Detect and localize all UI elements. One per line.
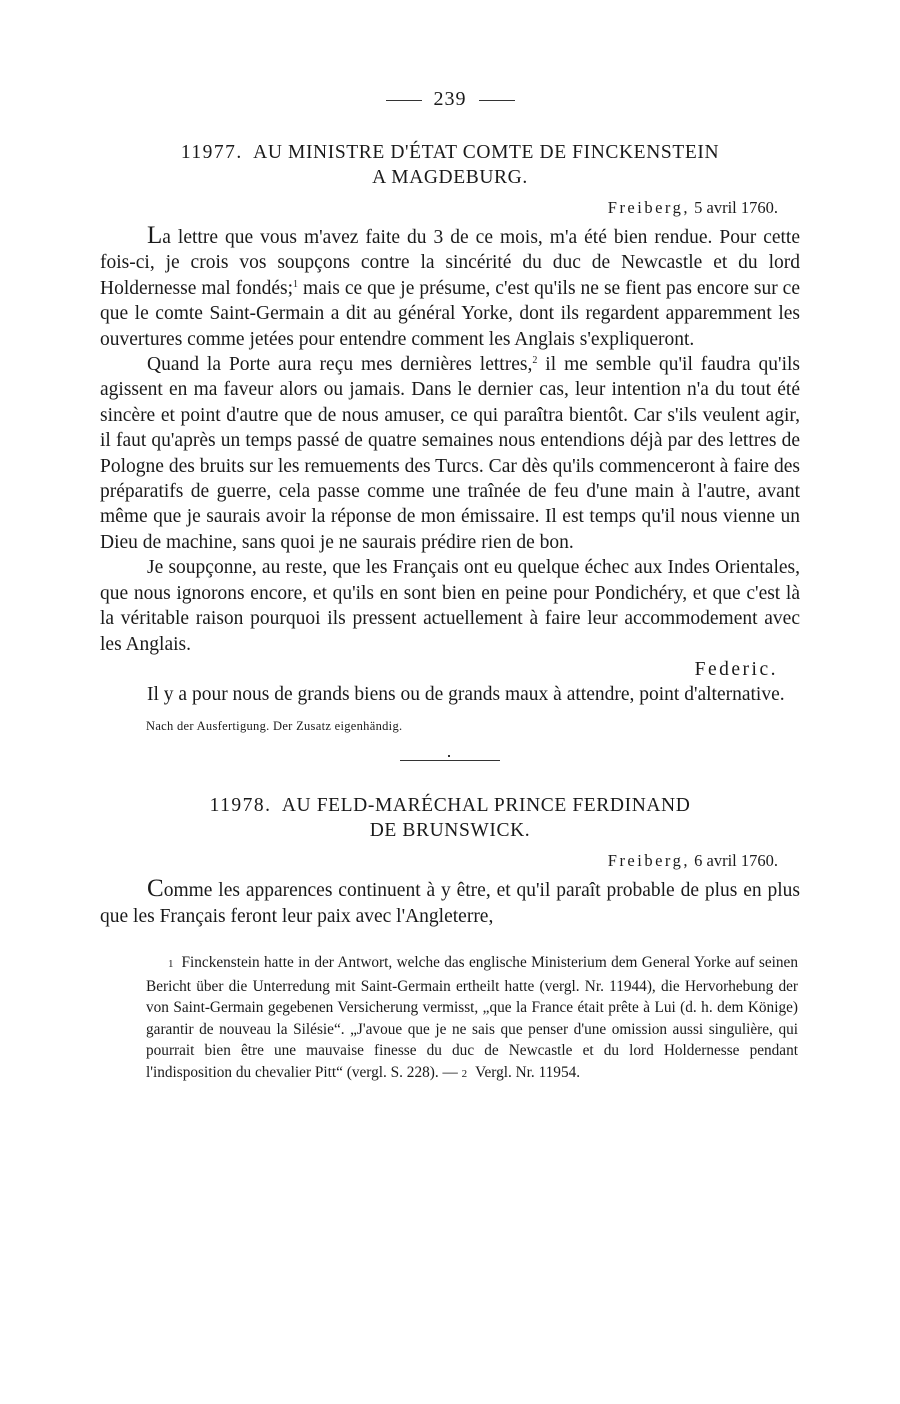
- divider-dot: [448, 755, 450, 757]
- letter-1-paragraph-3: Je soupçonne, au reste, que les Français ont eu quelque échec aux Indes Orientales, que nous ignorons encore, et qu'ils en sont bien en peine pour Pondichéry, et que c'est là la véritable raison pourquoi ils pressent actuellement à faire leur accommodement avec les Anglais.: [100, 557, 800, 655]
- letter-1-p2-text-a: Quand la Porte aura reçu mes dernières lettres,: [147, 354, 533, 376]
- folio-dash-right: [479, 100, 515, 101]
- letter-1-number: 11977.: [180, 142, 243, 163]
- letter-2-dropcap: C: [147, 875, 164, 903]
- letter-1-date: 5 avril 1760.: [694, 198, 778, 217]
- letter-2-paragraph-1: [100, 876, 800, 929]
- letter-1-paragraph-1: [100, 223, 800, 352]
- folio-dash-left: [386, 100, 422, 101]
- letter-1-paragraph-2: [100, 352, 800, 555]
- document-page: [100, 88, 800, 1085]
- letter-1-body: [100, 223, 800, 707]
- letter-2-place: Freiberg,: [607, 851, 690, 871]
- page-number: [100, 88, 800, 118]
- footnote-2-text: Vergl. Nr. 11954.: [475, 1063, 581, 1081]
- letter-2-body: [100, 876, 800, 929]
- letter-1-title-line2: A MAGDEBURG.: [372, 167, 528, 188]
- letter-1-p1-text-a: a lettre que vous m'avez faite du 3 de ce mois, m'a été bien rendue. Pour cette fois-ci, je crois vos soupçons contre la sincérité du duc de Newcastle et du lord Holdernesse mal fondés;: [100, 227, 800, 299]
- footnote-ref-1: 1: [293, 278, 299, 290]
- letter-1-dateline: [100, 198, 778, 218]
- letter-2-title-line2: DE BRUNSWICK.: [369, 820, 531, 842]
- letter-2-dateline: [100, 851, 778, 871]
- letter-1-title-line1: AU MINISTRE D'ÉTAT COMTE DE FINCKENSTEIN: [253, 142, 720, 163]
- letter-1-heading: [100, 140, 800, 190]
- footnote-ref-2: 2: [532, 355, 538, 367]
- letter-2-title-line1: AU FELD-MARÉCHAL PRINCE FERDINAND: [281, 795, 691, 817]
- letter-2-number: 11978.: [209, 795, 272, 817]
- letter-2-heading: [100, 793, 800, 843]
- letter-2-date: 6 avril 1760.: [694, 851, 778, 871]
- letter-1-place: Freiberg,: [607, 198, 690, 217]
- section-divider: [400, 760, 500, 761]
- footnote-2-mark: 2: [461, 1067, 468, 1080]
- letter-1-signature: Federic.: [694, 658, 778, 680]
- letter-1-postscript: Il y a pour nous de grands biens ou de grands maux à attendre, point d'alternative.: [147, 683, 785, 705]
- letter-1-p2-text-b: il me semble qu'il faudra qu'ils agissent en ma faveur alors ou jamais. Dans le dernier cas, leur intention n'a du tout été sincère et point d'autre que de nous amuser, ce qui paraîtra bientôt. Car s'ils veulent agir, il faut qu'après un temps passé de quatre semaines nous entendions déjà par des lettres de Pologne des bruits sur les remuements des Turcs. Car dès qu'ils commenceront à faire des préparatifs de guerre, cela passe comme une traînée de feu d'une main à l'autre, avant même que je saurais avoir la réponse de mon émissaire. Il est temps qu'il nous vienne un Dieu de machine, sans quoi je ne saurais prédire rien de bon.: [100, 354, 800, 553]
- page-number-text: 239: [433, 88, 467, 110]
- letter-2-p1-text: omme les apparences continuent à y être, et qu'il paraît probable de plus en plus que les Français feront leur paix avec l'Angleterre,: [100, 880, 800, 927]
- footnote-1-text: Finckenstein hatte in der Antwort, welche das englische Ministerium dem General Yorke auf seinen Bericht über die Unterredung mit Saint-Germain ertheilt hatte (vergl. Nr. 11944), die Hervorhebung der von Saint-Germain gegebenen Versicherung vermisst, „que la France était prête à Lui (d. h. dem Könige) garantir de nouveau la Silésie“. „J'avoue que je ne sais que penser d'une omission aussi singulière, qui pourrait bien être une mauvaise finesse du duc de Newcastle et du lord Holdernesse pendant l'indisposition du chevalier Pitt“ (vergl. S. 228).: [146, 954, 798, 1081]
- footnote-1: [146, 952, 798, 1085]
- footnote-1-mark: 1: [168, 958, 174, 971]
- letter-1-source-note: Nach der Ausfertigung. Der Zusatz eigenhändig.: [146, 719, 403, 734]
- footnote-separator: —: [442, 1063, 458, 1081]
- letter-1-dropcap: L: [147, 222, 163, 249]
- letter-1-p1-text-b: mais ce que je présume, c'est qu'ils ne se fient pas encore sur ce que le comte Saint-Germain a dit au général Yorke, dont ils regardent apparemment les ouvertures comme jetées pour entendre comment les Anglais s'expliqueront.: [100, 277, 800, 350]
- footnotes: [146, 952, 798, 1085]
